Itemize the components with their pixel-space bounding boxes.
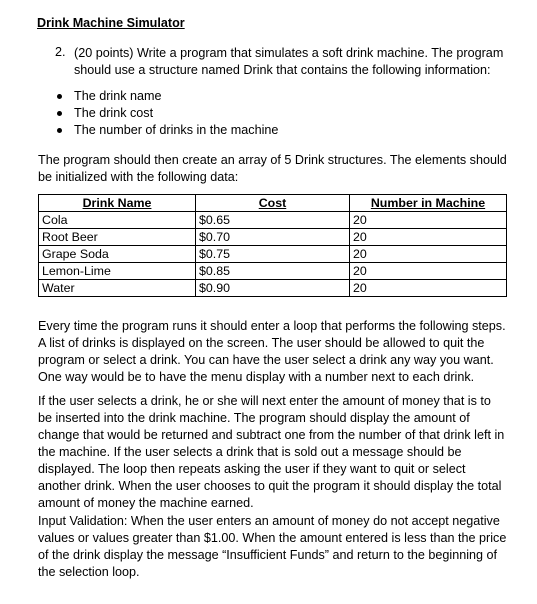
drink-name-cell: Cola [39, 212, 196, 229]
column-header-cost: Cost [196, 195, 350, 212]
quantity-cell: 20 [350, 246, 507, 263]
cost-cell: $0.85 [196, 263, 350, 280]
drink-name-cell: Root Beer [39, 229, 196, 246]
list-item: The number of drinks in the machine [52, 122, 278, 139]
table-row [39, 246, 507, 263]
question-text: (20 points) Write a program that simulates a soft drink machine. The program should use a structure named Drink that contains the following information: [74, 46, 504, 77]
list-item: The drink name [52, 88, 278, 105]
table-row [39, 280, 507, 297]
requirements-list [52, 88, 278, 139]
input-validation-paragraph: Input Validation: When the user enters an amount of money do not accept negative values or values greater than $1.00. When the amount entered is less than the price of the drink display the message “Insufficient Funds” and return to the beginning of the selection loop. [38, 514, 507, 579]
quantity-cell: 20 [350, 212, 507, 229]
selection-paragraph: If the user selects a drink, he or she will next enter the amount of money that is to be inserted into the drink machine. The program should display the amount of change that would be returned and subtract one from the number of that drink left in the machine. If the user selects a drink that is sold out a message should be displayed. The loop then repeats asking the user if they want to quit or select another drink. When the user chooses to quit the program it should display the total amount of money the machine earned. [38, 394, 505, 510]
document-title: Drink Machine Simulator [37, 16, 185, 30]
question-number: 2. [55, 45, 66, 59]
cost-cell: $0.70 [196, 229, 350, 246]
column-header-drink-name: Drink Name [39, 195, 196, 212]
loop-paragraph: Every time the program runs it should enter a loop that performs the following steps. A list of drinks is displayed on the screen. The user should be allowed to quit the program or select a drink. You can have the user select a drink any way you want. One way would be to have the menu display with a number next to each drink. [38, 319, 506, 384]
cost-cell: $0.90 [196, 280, 350, 297]
column-header-number-in-machine: Number in Machine [350, 195, 507, 212]
quantity-cell: 20 [350, 229, 507, 246]
drink-name-cell: Water [39, 280, 196, 297]
cost-cell: $0.75 [196, 246, 350, 263]
drink-name-cell: Lemon-Lime [39, 263, 196, 280]
table-header-row [39, 195, 507, 212]
cost-cell: $0.65 [196, 212, 350, 229]
table-row [39, 212, 507, 229]
drink-data-table [38, 194, 507, 297]
array-paragraph: The program should then create an array of 5 Drink structures. The elements should be initialized with the following data: [38, 153, 507, 184]
quantity-cell: 20 [350, 280, 507, 297]
table-row [39, 229, 507, 246]
quantity-cell: 20 [350, 263, 507, 280]
table-row [39, 263, 507, 280]
list-item: The drink cost [52, 105, 278, 122]
drink-name-cell: Grape Soda [39, 246, 196, 263]
